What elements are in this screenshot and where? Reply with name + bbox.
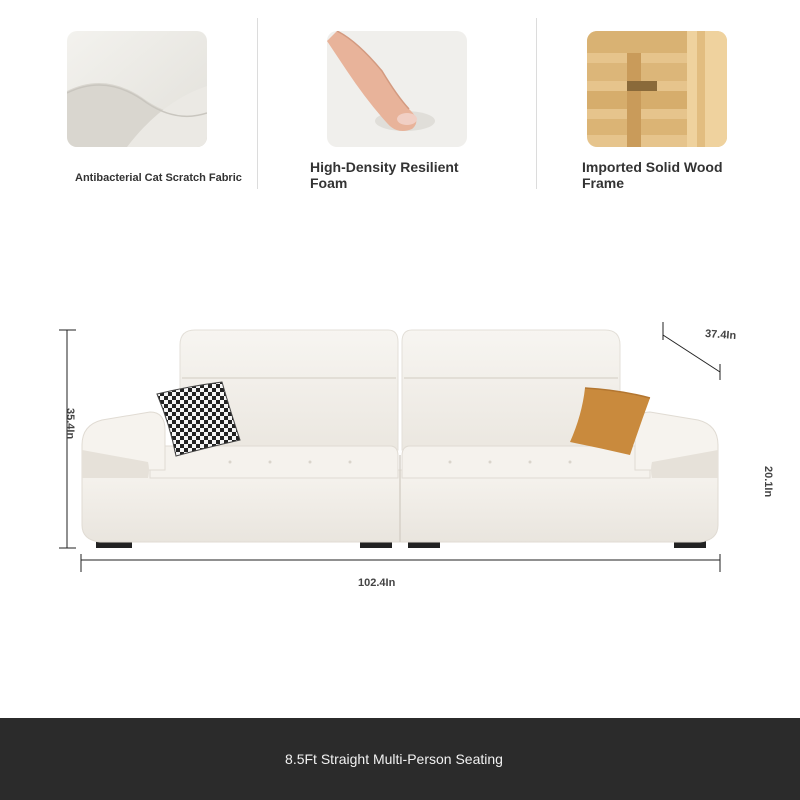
dimension-height-label: 35.4In <box>64 408 76 440</box>
dimension-depth-label: 37.4In <box>704 327 737 343</box>
sofa-seat <box>82 446 718 542</box>
dimension-width-label: 102.4In <box>358 577 396 589</box>
dimension-seat-height-label: 20.1In <box>762 466 774 498</box>
footer-caption: 8.5Ft Straight Multi-Person Seating <box>285 751 503 767</box>
sofa-backrest <box>180 330 620 450</box>
feature-label-foam: High-Density Resilient Foam <box>310 159 459 191</box>
footer-banner <box>0 718 800 800</box>
feature-label-wood: Imported Solid Wood Frame <box>582 159 723 191</box>
feature-label-fabric: Antibacterial Cat Scratch Fabric <box>75 172 242 184</box>
